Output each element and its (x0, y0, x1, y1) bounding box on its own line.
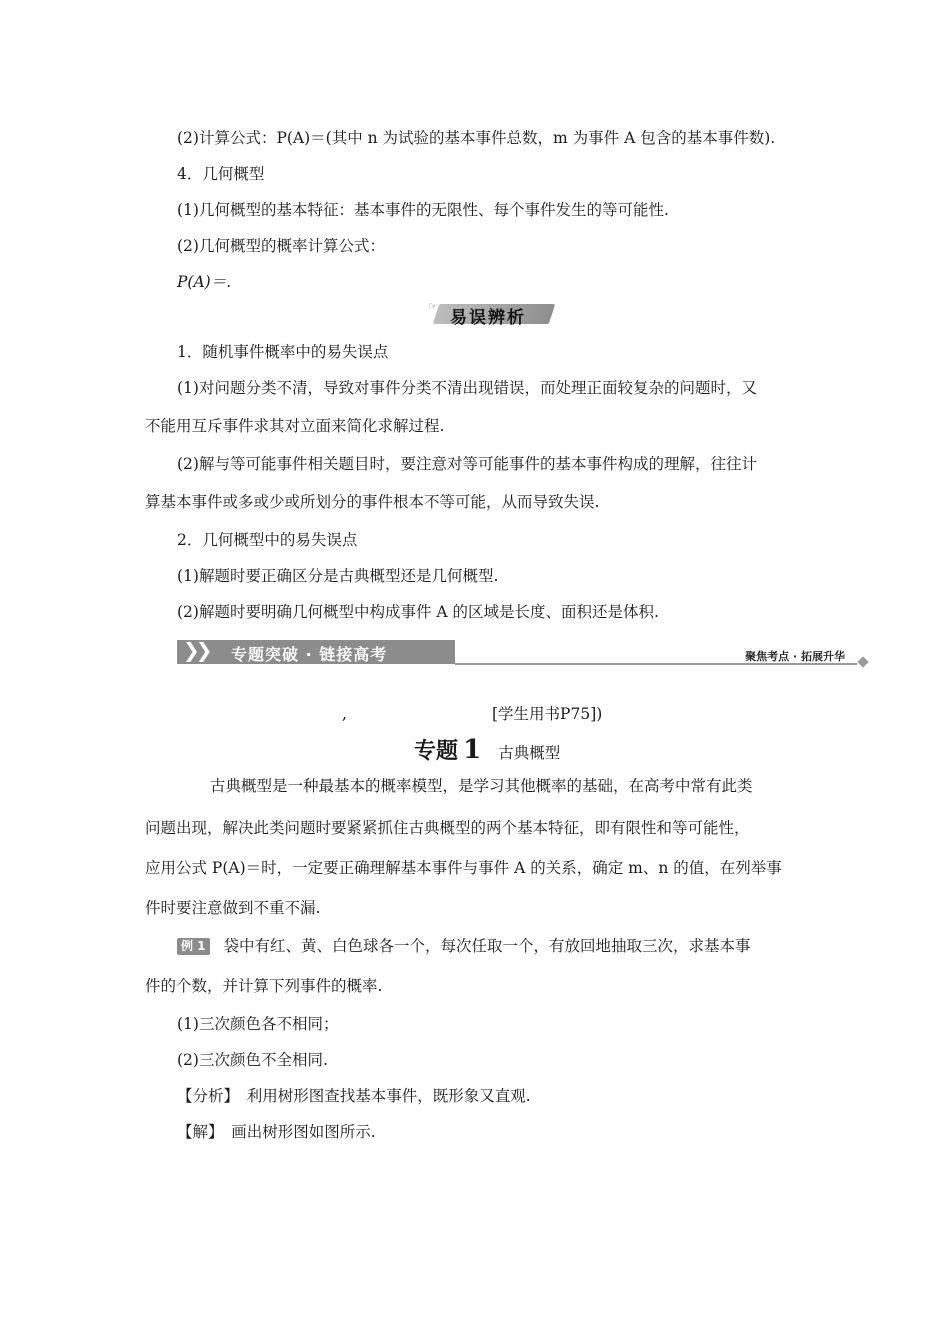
intro-p1: 古典概型是一种最基本的概率模型，是学习其他概率的基础，在高考中常有此类 (210, 777, 753, 795)
topic-label: 专题 (414, 739, 459, 764)
random-error-1b: 不能用互斥事件求其对立面来简化求解过程. (145, 417, 445, 435)
banner-title: 易误辨析 (450, 308, 526, 328)
diamond-icon (857, 656, 868, 667)
section-title: 专题突破 · 链接高考 (231, 645, 388, 664)
example-text-1: 袋中有红、黄、白色球各一个，每次任取一个，有放回地抽取三次，求基本事 (223, 937, 751, 955)
topic-number: 1 (463, 735, 482, 765)
section-subtitle: 聚焦考点 · 拓展升华 (745, 650, 845, 663)
example-line-1 (177, 936, 751, 956)
example-line-2: 件的个数，并计算下列事件的概率. (145, 977, 383, 995)
example-q1: (1)三次颜色各不相同； (177, 1015, 339, 1033)
heading-geometric-errors: 2．几何概型中的易失误点 (177, 531, 358, 549)
topic-heading (414, 734, 560, 765)
random-error-2a: (2)解与等可能事件相关题目时，要注意对等可能事件的基本事件构成的理解，往往计 (177, 455, 757, 473)
intro-p3: 应用公式 P(A)＝时，一定要正确理解基本事件与事件 A 的关系，确定 m、n 的值，在列举事 (145, 859, 782, 877)
heading-geometric: 4．几何概型 (177, 165, 265, 183)
section-bar (177, 638, 867, 666)
heading-random-errors: 1．随机事件概率中的易失误点 (177, 343, 389, 361)
random-error-2b: 算基本事件或多或少或所划分的事件根本不等可能，从而导致失误. (145, 493, 600, 511)
random-error-1a: (1)对问题分类不清，导致对事件分类不清出现错误，而处理正面较复杂的问题时，又 (177, 379, 757, 397)
topic-name: 古典概型 (498, 744, 561, 762)
solution-line: 【解】 画出树形图如图所示. (177, 1123, 376, 1141)
chevron-right-icon: ❯❯ (183, 638, 209, 662)
geometric-error-1: (1)解题时要正确区分是古典概型还是几何概型. (177, 567, 499, 585)
geometric-error-2: (2)解题时要明确几何概型中构成事件 A 的区域是长度、面积还是体积. (177, 603, 659, 621)
pointer-icon: ☞ (428, 300, 438, 313)
intro-p4: 件时要注意做到不重不漏. (145, 899, 321, 917)
stray-comma: , (342, 705, 347, 723)
intro-p2: 问题出现，解决此类问题时要紧紧抓住古典概型的两个基本特征，即有限性和等可能性， (145, 819, 750, 837)
analysis-line: 【分析】 利用树形图查找基本事件，既形象又直观. (177, 1087, 531, 1105)
error-analysis-banner (428, 300, 560, 326)
geometric-formula-label: (2)几何概型的概率计算公式： (177, 237, 385, 255)
example-q2: (2)三次颜色不全相同. (177, 1051, 328, 1069)
example-badge: 例 1 (177, 938, 210, 955)
geometric-formula: P(A)＝. (177, 273, 232, 291)
geometric-feature: (1)几何概型的基本特征：基本事件的无限性、每个事件发生的等可能性. (177, 201, 669, 219)
book-reference: [学生用书P75]) (492, 705, 603, 723)
formula-classical: (2)计算公式：P(A)＝(其中 n 为试验的基本事件总数，m 为事件 A 包含的基本事件数). (177, 129, 776, 147)
